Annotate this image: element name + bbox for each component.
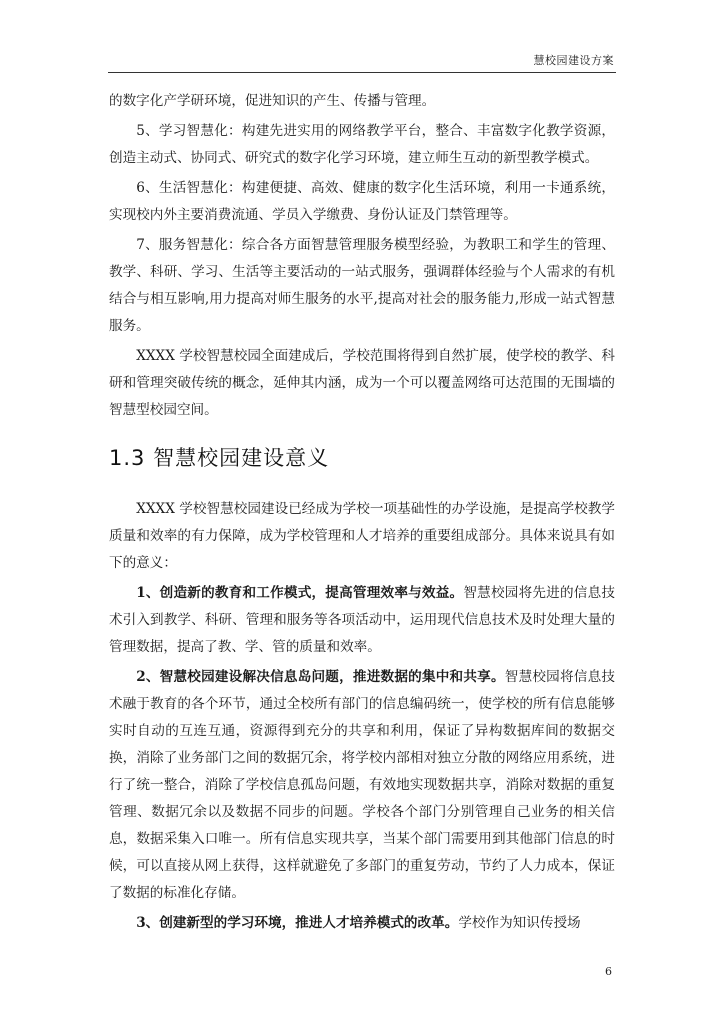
paragraph-lead: 2、智慧校园建设解决信息岛问题，推进数据的集中和共享。	[136, 669, 505, 685]
paragraph	[109, 343, 615, 424]
running-header: 慧校园建设方案	[533, 54, 614, 67]
paragraph-text: 6、生活智慧化：构建便捷、高效、健康的数字化生活环境，利用一卡通系统，实现校内外主要消费流通、学员入学缴费、身份认证及门禁管理等。	[109, 180, 615, 223]
paragraph	[109, 580, 615, 661]
page-content	[109, 88, 615, 937]
paragraph-text: 学校作为知识传授场	[458, 915, 581, 931]
section-title: 智慧校园建设意义	[153, 446, 330, 470]
paragraph-text: 智慧校园将信息技术融于教育的各个环节，通过全校所有部门的信息编码统一，使学校的所有信息能够实时自动的互连互通，资源得到充分的共享和利用，保证了异构数据库间的数据交换，消除了业务部门之间的数据冗余，将学校内部相对独立分散的网络应用系统，进行了统一整合，消除了学校信息孤岛问题，有效地实现数据共享，消除对数据的重复管理、数据冗余以及数据不同步的问题。学校各个部门分别管理自己业务的相关信息，数据采集入口唯一。所有信息实现共享，当某个部门需要用到其他部门信息的时候，可以直接从网上获得，这样就避免了多部门的重复劳动，节约了人力成本，保证了数据的标准化存储。	[109, 669, 615, 901]
paragraph	[109, 664, 615, 907]
paragraphs-bottom	[109, 496, 615, 937]
paragraph	[109, 496, 615, 577]
paragraph	[109, 232, 615, 340]
paragraph	[109, 910, 615, 937]
paragraph-text: 智慧校园将先进的信息技术引入到教学、科研、管理和服务等各项活动中，运用现代信息技术及时处理大量的管理数据，提高了教、学、管的质量和效率。	[109, 585, 615, 655]
paragraph-text: 7、服务智慧化：综合各方面智慧管理服务模型经验，为教职工和学生的管理、教学、科研、学习、生活等主要活动的一站式服务，强调群体经验与个人需求的有机结合与相互影响,用力提高对师生服务的水平,提高对社会的服务能力,形成一站式智慧服务。	[109, 237, 615, 334]
page-number: 6	[605, 965, 612, 978]
paragraphs-top	[109, 88, 615, 424]
paragraph-text: 的数字化产学研环境，促进知识的产生、传播与管理。	[109, 93, 436, 109]
paragraph-lead: 3、创建新型的学习环境，推进人才培养模式的改革。	[136, 915, 459, 931]
paragraph	[109, 88, 615, 115]
header-rule	[108, 72, 616, 73]
paragraph-lead: 1、创造新的教育和工作模式，提高管理效率与效益。	[136, 585, 464, 601]
section-heading	[109, 442, 615, 474]
paragraph	[109, 175, 615, 229]
paragraph-text: XXXX 学校智慧校园建设已经成为学校一项基础性的办学设施，是提高学校教学质量和效率的有力保障，成为学校管理和人才培养的重要组成部分。具体来说具有如下的意义：	[109, 501, 615, 571]
paragraph-text: XXXX 学校智慧校园全面建成后，学校范围将得到自然扩展，使学校的教学、科研和管理突破传统的概念，延伸其内涵，成为一个可以覆盖网络可达范围的无围墙的智慧型校园空间。	[109, 348, 615, 418]
paragraph-text: 5、学习智慧化：构建先进实用的网络教学平台，整合、丰富数字化教学资源，创造主动式、协同式、研究式的数字化学习环境，建立师生互动的新型教学模式。	[109, 123, 615, 166]
paragraph	[109, 118, 615, 172]
section-number: 1.3	[109, 446, 146, 470]
